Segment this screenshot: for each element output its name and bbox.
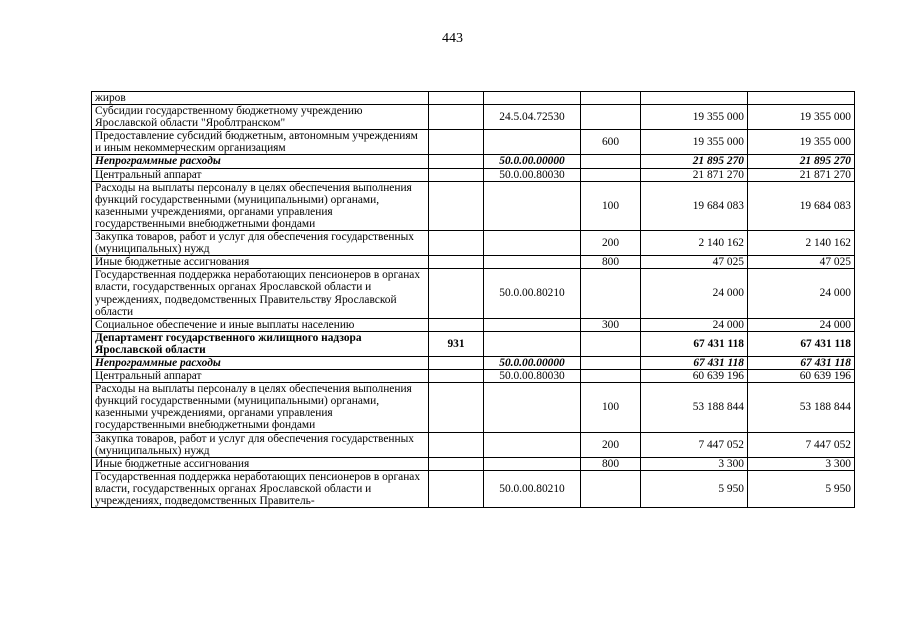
row-expense-type: 600 bbox=[581, 130, 641, 155]
row-dept-code bbox=[429, 269, 484, 318]
row-target-article: 50.0.00.80030 bbox=[484, 168, 581, 181]
row-expense-type bbox=[581, 105, 641, 130]
row-amount-year-1: 47 025 bbox=[641, 256, 748, 269]
row-amount-year-1: 5 950 bbox=[641, 470, 748, 507]
row-target-article bbox=[484, 432, 581, 457]
table-row bbox=[92, 432, 855, 457]
row-amount-year-1: 21 871 270 bbox=[641, 168, 748, 181]
row-dept-code bbox=[429, 318, 484, 331]
row-dept-code bbox=[429, 256, 484, 269]
row-target-article: 50.0.00.80210 bbox=[484, 269, 581, 318]
row-amount-year-1: 24 000 bbox=[641, 318, 748, 331]
row-amount-year-1: 67 431 118 bbox=[641, 356, 748, 369]
row-expense-type bbox=[581, 168, 641, 181]
page-number: 443 bbox=[442, 31, 463, 46]
row-amount-year-1: 19 684 083 bbox=[641, 181, 748, 230]
row-name: Социальное обеспечение и иные выплаты населению bbox=[92, 318, 429, 331]
table-row bbox=[92, 318, 855, 331]
row-name: жиров bbox=[92, 92, 429, 105]
row-expense-type: 200 bbox=[581, 432, 641, 457]
row-name: Закупка товаров, работ и услуг для обеспечения государственных (муниципальных) нужд bbox=[92, 432, 429, 457]
row-target-article: 50.0.00.80030 bbox=[484, 370, 581, 383]
table-row bbox=[92, 470, 855, 507]
row-amount-year-2: 67 431 118 bbox=[748, 331, 855, 356]
row-name: Центральный аппарат bbox=[92, 370, 429, 383]
row-dept-code bbox=[429, 155, 484, 168]
table-row bbox=[92, 331, 855, 356]
row-amount-year-2: 7 447 052 bbox=[748, 432, 855, 457]
row-target-article bbox=[484, 256, 581, 269]
row-expense-type: 100 bbox=[581, 383, 641, 432]
row-dept-code bbox=[429, 432, 484, 457]
row-name: Государственная поддержка неработающих пенсионеров в органах власти, государственных органах Ярославской области и учреждениях, подведомственных Правитель- bbox=[92, 470, 429, 507]
row-target-article: 50.0.00.00000 bbox=[484, 356, 581, 369]
row-target-article: 50.0.00.00000 bbox=[484, 155, 581, 168]
row-target-article: 50.0.00.80210 bbox=[484, 470, 581, 507]
row-dept-code bbox=[429, 231, 484, 256]
row-expense-type bbox=[581, 331, 641, 356]
table-row bbox=[92, 168, 855, 181]
row-amount-year-1: 60 639 196 bbox=[641, 370, 748, 383]
row-amount-year-2: 19 684 083 bbox=[748, 181, 855, 230]
row-amount-year-2: 19 355 000 bbox=[748, 130, 855, 155]
row-target-article bbox=[484, 181, 581, 230]
table-row bbox=[92, 256, 855, 269]
row-name: Центральный аппарат bbox=[92, 168, 429, 181]
row-amount-year-1: 67 431 118 bbox=[641, 331, 748, 356]
row-name: Субсидии государственному бюджетному учреждению Ярославской области "Яроблтранском" bbox=[92, 105, 429, 130]
table-row bbox=[92, 269, 855, 318]
row-dept-code: 931 bbox=[429, 331, 484, 356]
row-target-article bbox=[484, 318, 581, 331]
row-amount-year-1: 21 895 270 bbox=[641, 155, 748, 168]
table-row bbox=[92, 92, 855, 105]
table-row bbox=[92, 155, 855, 168]
row-expense-type bbox=[581, 470, 641, 507]
row-name: Государственная поддержка неработающих пенсионеров в органах власти, государственных органах Ярославской области и учреждениях, подведомственных Правительству Ярославской области bbox=[92, 269, 429, 318]
row-amount-year-1: 24 000 bbox=[641, 269, 748, 318]
row-dept-code bbox=[429, 356, 484, 369]
row-target-article bbox=[484, 231, 581, 256]
row-dept-code bbox=[429, 181, 484, 230]
row-expense-type: 100 bbox=[581, 181, 641, 230]
row-dept-code bbox=[429, 470, 484, 507]
row-amount-year-2: 21 895 270 bbox=[748, 155, 855, 168]
row-target-article bbox=[484, 331, 581, 356]
row-amount-year-2: 24 000 bbox=[748, 269, 855, 318]
row-name: Расходы на выплаты персоналу в целях обеспечения выполнения функций государственными (муниципальными) органами, казенными учреждениями, органами управления государственными внебюджетными фондами bbox=[92, 181, 429, 230]
row-amount-year-1: 53 188 844 bbox=[641, 383, 748, 432]
row-name: Департамент государственного жилищного надзора Ярославской области bbox=[92, 331, 429, 356]
row-expense-type bbox=[581, 356, 641, 369]
row-name: Расходы на выплаты персоналу в целях обеспечения выполнения функций государственными (муниципальными) органами, казенными учреждениями, органами управления государственными внебюджетными фондами bbox=[92, 383, 429, 432]
row-amount-year-1 bbox=[641, 92, 748, 105]
row-expense-type: 800 bbox=[581, 457, 641, 470]
table-row bbox=[92, 383, 855, 432]
row-name: Закупка товаров, работ и услуг для обеспечения государственных (муниципальных) нужд bbox=[92, 231, 429, 256]
row-expense-type bbox=[581, 269, 641, 318]
table-row bbox=[92, 231, 855, 256]
row-amount-year-2: 3 300 bbox=[748, 457, 855, 470]
row-name: Непрограммные расходы bbox=[92, 155, 429, 168]
row-target-article bbox=[484, 457, 581, 470]
row-dept-code bbox=[429, 457, 484, 470]
row-amount-year-1: 19 355 000 bbox=[641, 105, 748, 130]
row-dept-code bbox=[429, 383, 484, 432]
row-target-article bbox=[484, 130, 581, 155]
row-expense-type: 800 bbox=[581, 256, 641, 269]
row-amount-year-2: 19 355 000 bbox=[748, 105, 855, 130]
budget-table bbox=[91, 91, 855, 508]
row-expense-type: 300 bbox=[581, 318, 641, 331]
row-name: Иные бюджетные ассигнования bbox=[92, 256, 429, 269]
row-amount-year-2: 60 639 196 bbox=[748, 370, 855, 383]
row-amount-year-1: 2 140 162 bbox=[641, 231, 748, 256]
row-amount-year-2: 21 871 270 bbox=[748, 168, 855, 181]
row-expense-type bbox=[581, 155, 641, 168]
table-row bbox=[92, 130, 855, 155]
row-expense-type: 200 bbox=[581, 231, 641, 256]
row-name: Предоставление субсидий бюджетным, автономным учреждениям и иным некоммерческим организациям bbox=[92, 130, 429, 155]
table-row bbox=[92, 457, 855, 470]
row-amount-year-1: 3 300 bbox=[641, 457, 748, 470]
row-amount-year-2: 67 431 118 bbox=[748, 356, 855, 369]
row-amount-year-2 bbox=[748, 92, 855, 105]
row-amount-year-2: 5 950 bbox=[748, 470, 855, 507]
row-amount-year-2: 53 188 844 bbox=[748, 383, 855, 432]
table-row bbox=[92, 181, 855, 230]
row-dept-code bbox=[429, 130, 484, 155]
row-dept-code bbox=[429, 168, 484, 181]
row-dept-code bbox=[429, 105, 484, 130]
row-dept-code bbox=[429, 92, 484, 105]
table-row bbox=[92, 105, 855, 130]
row-name: Непрограммные расходы bbox=[92, 356, 429, 369]
table-row bbox=[92, 356, 855, 369]
row-amount-year-2: 47 025 bbox=[748, 256, 855, 269]
row-target-article: 24.5.04.72530 bbox=[484, 105, 581, 130]
row-expense-type bbox=[581, 92, 641, 105]
row-name: Иные бюджетные ассигнования bbox=[92, 457, 429, 470]
table-row bbox=[92, 370, 855, 383]
row-amount-year-2: 24 000 bbox=[748, 318, 855, 331]
row-amount-year-1: 7 447 052 bbox=[641, 432, 748, 457]
row-expense-type bbox=[581, 370, 641, 383]
row-amount-year-2: 2 140 162 bbox=[748, 231, 855, 256]
row-dept-code bbox=[429, 370, 484, 383]
row-target-article bbox=[484, 92, 581, 105]
row-amount-year-1: 19 355 000 bbox=[641, 130, 748, 155]
row-target-article bbox=[484, 383, 581, 432]
